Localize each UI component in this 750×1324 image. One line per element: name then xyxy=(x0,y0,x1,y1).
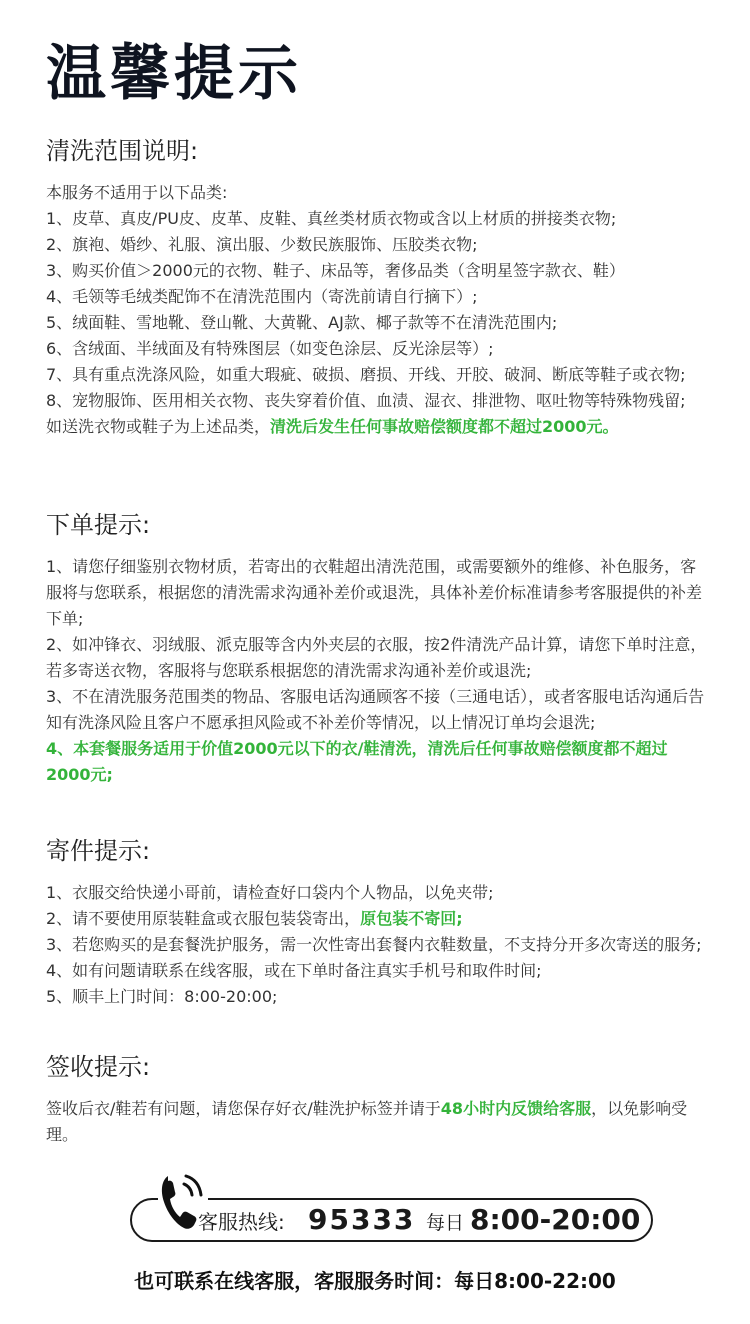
scope-item-4: 4、毛领等毛绒类配饰不在清洗范围内（寄洗前请自行摘下）; xyxy=(46,287,478,306)
receipt-text xyxy=(46,1096,711,1148)
receipt-text-before: 签收后衣/鞋若有问题，请您保存好衣/鞋洗护标签并请于 xyxy=(46,1099,441,1118)
scope-intro: 本服务不适用于以下品类: xyxy=(46,183,228,202)
shipping-item-1: 1、衣服交给快递小哥前，请检查好口袋内个人物品，以免夹带; xyxy=(46,883,494,902)
order-section xyxy=(46,510,711,788)
hotline-label: 客服热线: xyxy=(198,1210,285,1234)
scope-item-2: 2、旗袍、婚纱、礼服、演出服、少数民族服饰、压胶类衣物; xyxy=(46,235,478,254)
receipt-section xyxy=(46,1052,711,1148)
scope-note-plain: 如送洗衣物或鞋子为上述品类， xyxy=(46,417,271,436)
shipping-heading: 寄件提示: xyxy=(46,837,151,865)
scope-item-7: 7、具有重点洗涤风险，如重大瑕疵、破损、磨损、开线、开胶、破洞、断底等鞋子或衣物; xyxy=(46,365,686,384)
shipping-item-4: 4、如有问题请联系在线客服，或在下单时备注真实手机号和取件时间; xyxy=(46,961,542,980)
scope-item-6: 6、含绒面、半绒面及有特殊图层（如变色涂层、反光涂层等）; xyxy=(46,339,494,358)
hotline-hours: 8:00-20:00 xyxy=(470,1203,641,1236)
order-item-3: 3、不在清洗服务范围类的物品、客服电话沟通顾客不接（三通电话），或者客服电话沟通后告知有洗涤风险且客户不愿承担风险或不补差价等情况，以上情况订单均会退洗; xyxy=(46,687,705,732)
scope-item-1: 1、皮草、真皮/PU皮、皮革、皮鞋、真丝类材质衣物或含以上材质的拼接类衣物; xyxy=(46,209,617,228)
shipping-item-2-highlight: 原包装不寄回; xyxy=(360,909,463,928)
receipt-text-highlight: 48小时内反馈给客服 xyxy=(440,1099,592,1118)
hotline-daily: 每日 xyxy=(426,1212,465,1234)
shipping-item-5: 5、顺丰上门时间：8:00-20:00; xyxy=(46,987,278,1006)
scope-section xyxy=(46,136,711,440)
scope-heading: 清洗范围说明: xyxy=(46,137,199,165)
hotline-number[interactable]: 95333 xyxy=(308,1203,416,1236)
scope-note-highlight: 清洗后发生任何事故赔偿额度都不超过2000元。 xyxy=(270,417,619,436)
order-heading: 下单提示: xyxy=(46,511,151,539)
receipt-text-after: ，以免影响受理。 xyxy=(46,1099,688,1144)
scope-item-3: 3、购买价值＞2000元的衣物、鞋子、床品等，奢侈品类（含明星签字款衣、鞋） xyxy=(46,261,625,280)
shipping-item-2 xyxy=(46,906,711,932)
order-item-2: 2、如冲锋衣、羽绒服、派克服等含内外夹层的衣服，按2件清洗产品计算，请您下单时注意，若多寄送衣物，客服将与您联系根据您的清洗需求沟通补差价或退洗; xyxy=(46,635,707,680)
receipt-heading: 签收提示: xyxy=(46,1053,151,1081)
shipping-item-3: 3、若您购买的是套餐洗护服务，需一次性寄出套餐内衣鞋数量，不支持分开多次寄送的服务; xyxy=(46,935,702,954)
shipping-item-2-plain: 2、请不要使用原装鞋盒或衣服包装袋寄出， xyxy=(46,909,361,928)
page-title: 温馨提示 xyxy=(46,39,302,109)
scope-item-8: 8、宠物服饰、医用相关衣物、丧失穿着价值、血渍、湿衣、排泄物、呕吐物等特殊物残留; xyxy=(46,391,686,410)
scope-item-5: 5、绒面鞋、雪地靴、登山靴、大黄靴、AJ款、椰子款等不在清洗范围内; xyxy=(46,313,558,332)
footer-note: 也可联系在线客服，客服服务时间：每日8:00-22:00 xyxy=(134,1269,616,1293)
order-item-1: 1、请您仔细鉴别衣物材质，若寄出的衣鞋超出清洗范围，或需要额外的维修、补色服务，客服将与您联系，根据您的清洗需求沟通补差价或退洗，具体补差价标准请参考客服提供的补差下单; xyxy=(46,557,703,628)
scope-note xyxy=(46,414,711,440)
order-item-4-highlight: 4、本套餐服务适用于价值2000元以下的衣/鞋清洗，清洗后任何事故赔偿额度都不超过2000元; xyxy=(46,739,668,784)
shipping-section xyxy=(46,836,711,1010)
